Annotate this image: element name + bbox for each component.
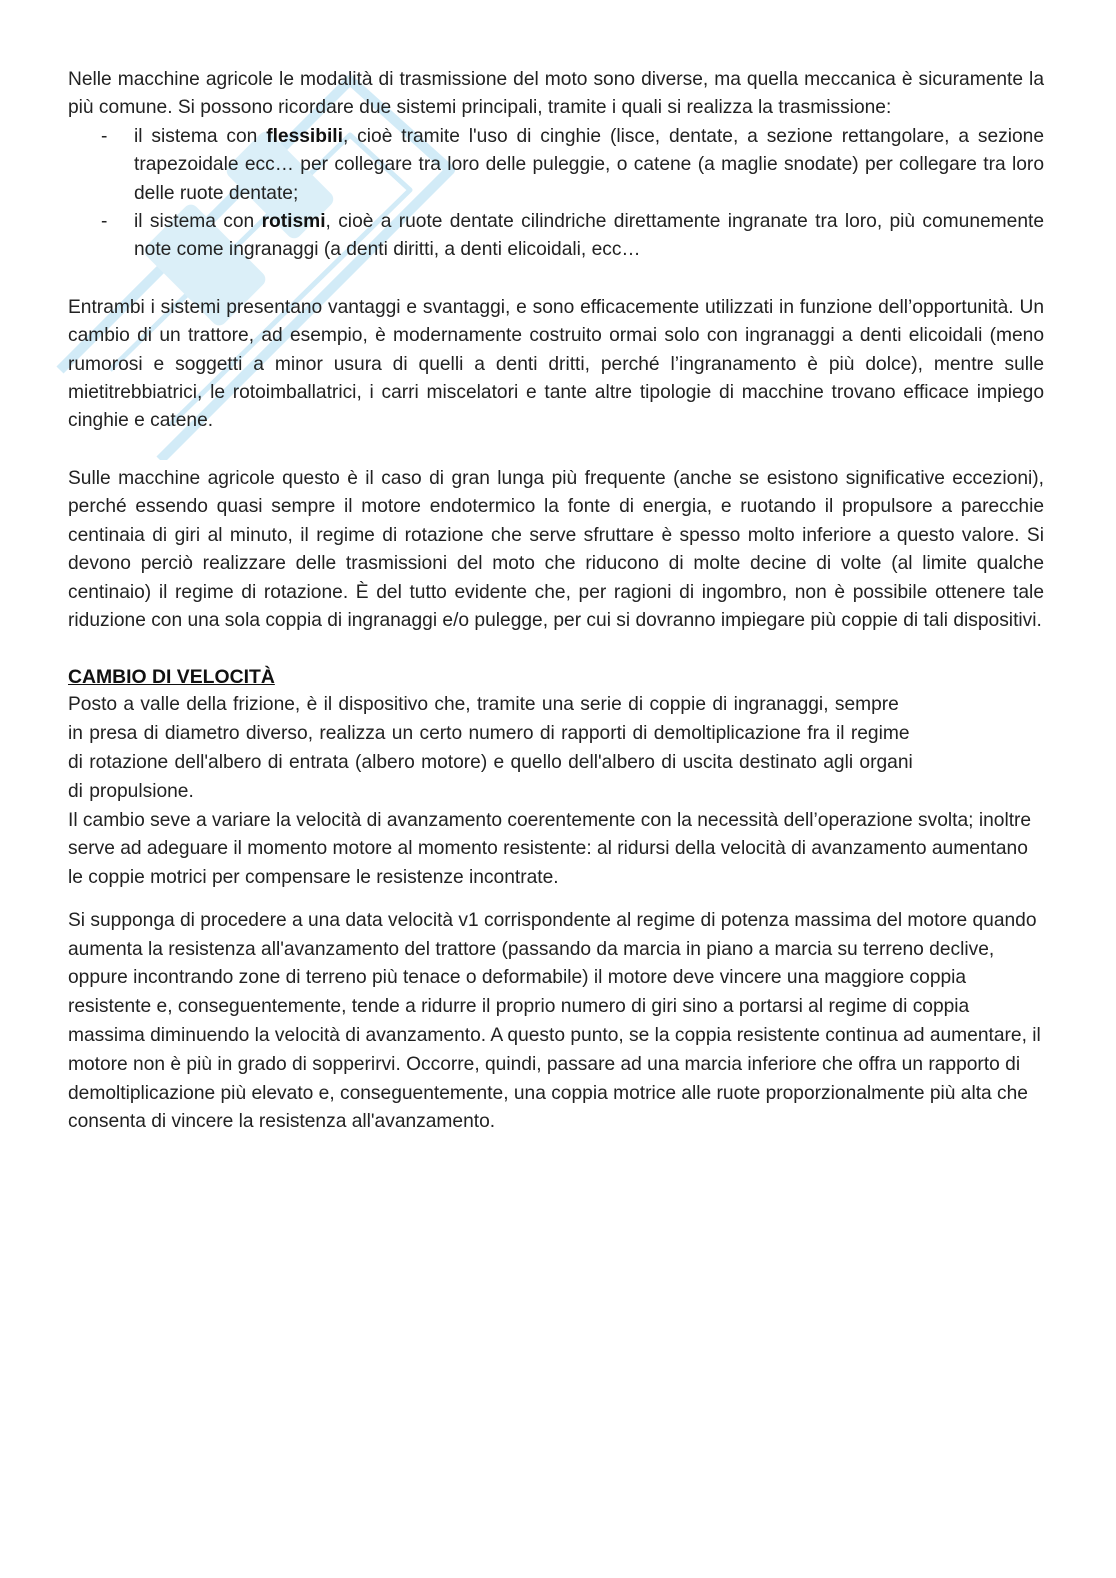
dash-bullet: -	[101, 125, 108, 147]
dash-bullet: -	[101, 211, 108, 233]
list-item-bold-term: flessibili	[266, 125, 343, 147]
document-page	[68, 66, 1044, 1137]
list-item-bold-term: rotismi	[261, 211, 326, 233]
list-item-flessibili	[68, 123, 1044, 208]
section-paragraph-example: Si supponga di procedere a una data velocità v1 corrispondente al regime di potenza massima del motore quando aumenta la resistenza all'avanzamento del trattore (passando da marcia in piano a marcia su terreno declive, oppure incontrando zone di terreno più tenace o deformabile) il motore deve vincere una maggiore coppia resistente e, conseguentemente, tende a ridurre il proprio numero di giri sino a portarsi al regime di coppia massima diminuendo la velocità di avanzamento. A questo punto, se la coppia resistente continua ad aumentare, il motore non è più in grado di sopperirvi. Occorre, quindi, passare ad una marcia inferiore che offra un rapporto di demoltiplicazione più elevato e, conseguentemente, una coppia motrice alle ruote proporzionalmente più alta che consenta di vincere la resistenza all'avanzamento.	[68, 909, 1041, 1133]
paragraph-reduction: Sulle macchine agricole questo è il caso di gran lunga più frequente (anche se esistono significative eccezioni), perché essendo quasi sempre il motore endotermico la fonte di energia, e ruotando il propulsore a parecchie centinaia di giri al minuto, il regime di rotazione che serve sfruttare è spesso molto inferiore a questo valore. Si devono perciò realizzare delle trasmissioni del moto che riducono di molte decine di volte (al limite qualche centinaio) il regime di rotazione. È del tutto evidente che, per ragioni di ingombro, non è possibile ottenere tale riduzione con una sola coppia di ingranaggi e/o pulegge, per cui si dovranno impiegare più coppie di tali dispositivi.	[68, 467, 1044, 631]
section-paragraph-purpose: Il cambio seve a variare la velocità di avanzamento coerentemente con la necessità dell’operazione svolta; inoltre serve ad adeguare il momento motore al momento resistente: al ridursi della velocità di avanzamento aumentano le coppie motrici per compensare le resistenze incontrate.	[68, 809, 1032, 889]
paragraph-advantages: Entrambi i sistemi presentano vantaggi e svantaggi, e sono efficacemente utilizzati in funzione dell’opportunità. Un cambio di un trattore, ad esempio, è modernamente costruito ormai solo con ingranaggi a denti elicoidali (meno rumorosi e soggetti a minor usura di quelli a denti dritti, perché l’ingranamento è più dolce), mentre sulle mietitrebbiatrici, le rotoimballatrici, i carri miscelatori e tante altre tipologie di macchine trovano efficace impiego cinghie e catene.	[68, 296, 1044, 432]
list-item-rotismi	[68, 208, 1044, 265]
section-paragraph-definition: Posto a valle della frizione, è il dispositivo che, tramite una serie di coppie di ingranaggi, sempre in presa di diametro diverso, realizza un certo numero di rapporti di demoltiplicazione fra il regime di rotazione dell'albero di entrata (albero motore) e quello dell'albero di uscita destinato agli organi di propulsione.	[68, 694, 913, 802]
transmission-systems-list	[68, 123, 1044, 265]
list-item-text-before: il sistema con	[134, 211, 262, 233]
list-item-text-after: , cioè a ruote dentate cilindriche direttamente ingranate tra loro, più comunemente note come ingranaggi (a denti diritti, a denti elicoidali, ecc…	[134, 211, 1045, 261]
list-item-text-after: , cioè tramite l'uso di cinghie (lisce, dentate, a sezione rettangolare, a sezione trapezoidale ecc… per collegare tra loro delle puleggie, o catene (a maglie snodate) per collegare tra loro delle ruote dentate;	[134, 125, 1044, 204]
section-heading: CAMBIO DI VELOCITÀ	[68, 666, 275, 689]
intro-paragraph: Nelle macchine agricole le modalità di trasmissione del moto sono diverse, ma quella meccanica è sicuramente la più comune. Si possono ricordare due sistemi principali, tramite i quali si realizza la trasmissione:	[68, 69, 1044, 119]
list-item-text-before: il sistema con	[134, 125, 267, 147]
section-body	[68, 691, 1044, 1137]
